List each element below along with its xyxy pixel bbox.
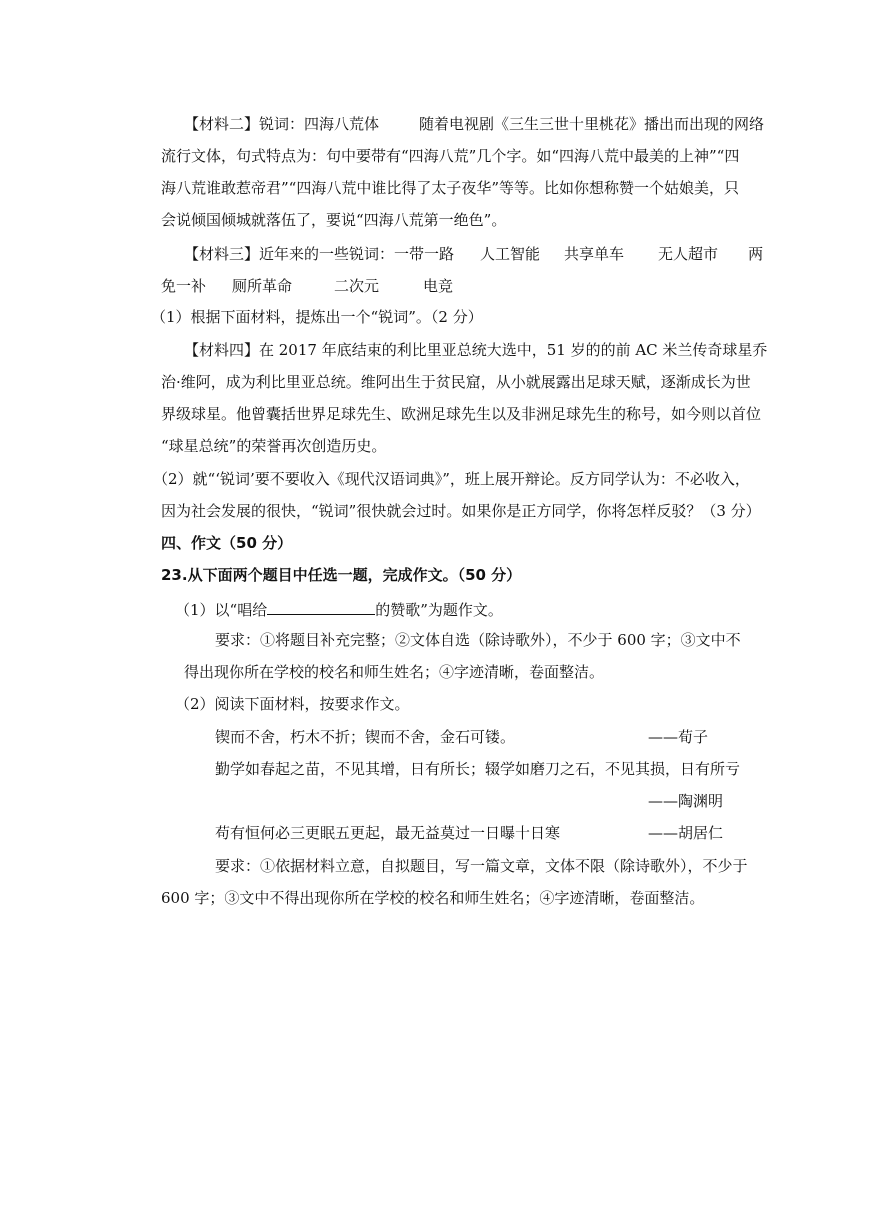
material-three-line-2 — [161, 276, 453, 298]
material-four-line-3: 界级球星。他曾囊括世界足球先生、欧洲足球先生以及非洲足球先生的称号，如今则以首位 — [161, 405, 762, 423]
quote-xunzi: 锲而不舍，朽木不折；锲而不舍，金石可镂。 — [215, 728, 516, 746]
essay-option-2-requirement-2: 600 字；③文中不得出现你所在学校的校名和师生姓名；④字迹清晰，卷面整洁。 — [161, 889, 705, 907]
essay-option-1-requirement-1: 要求：①将题目补充完整；②文体自选（除诗歌外），不少于 600 字；③文中不 — [215, 631, 741, 649]
quote-hu-juren-attribution: ——胡居仁 — [648, 824, 724, 842]
essay-option-2-title: （2）阅读下面材料，按要求作文。 — [175, 695, 410, 713]
material-four-line-1: 【材料四】在 2017 年底结束的利比里亚总统大选中，51 岁的的前 AC 米兰传奇球星乔 — [184, 341, 768, 359]
material-two-line-4: 会说倾国倾城就落伍了，要说“四海八荒第一绝色”。 — [161, 211, 507, 229]
essay-option-1-suffix: 的赞歌”为题作文。 — [375, 601, 503, 619]
material-two-text-1: 随着电视剧《三生三世十里桃花》播出而出现的网络 — [419, 115, 765, 133]
section-four-heading: 四、作文（50 分） — [161, 534, 293, 552]
essay-option-1-prefix: （1）以“唱给 — [175, 601, 268, 619]
keyword-esports: 电竞 — [423, 277, 454, 295]
question-2-line-1: （2）就“‘锐词’要不要收入《现代汉语词典》”，班上展开辩论。反方同学认为：不必收入， — [153, 470, 750, 488]
essay-option-1-title — [175, 598, 503, 620]
material-four-line-2: 治·维阿，成为利比里亚总统。维阿出生于贫民窟，从小就展露出足球天赋，逐渐成长为世 — [161, 373, 751, 391]
keyword-unmanned-store: 无人超市 — [658, 245, 719, 263]
essay-option-1-requirement-2: 得出现你所在学校的校名和师生姓名；④字迹清晰，卷面整洁。 — [184, 663, 605, 681]
keyword-ai: 人工智能 — [480, 245, 541, 263]
material-two-line-3: 海八荒谁敢惹帝君”“四海八荒中谁比得了太子夜华”等等。比如你想称赞一个姑娘美，只 — [161, 179, 740, 197]
keyword-acg: 二次元 — [334, 277, 380, 295]
material-three-heading: 【材料三】近年来的一些锐词：一带一路 — [184, 245, 455, 263]
material-two-line-1 — [184, 114, 764, 136]
quote-tao-yuanming: 勤学如春起之苗，不见其增，日有所长；辍学如磨刀之石，不见其损，日有所亏 — [215, 760, 741, 778]
material-four-line-4: “球星总统”的荣誉再次创造历史。 — [161, 437, 387, 455]
question-23-heading: 23.从下面两个题目中任选一题，完成作文。（50 分） — [161, 566, 522, 584]
keyword-two-exemptions-start: 两 — [748, 245, 764, 263]
essay-option-2-requirement-1: 要求：①依据材料立意，自拟题目，写一篇文章，文体不限（除诗歌外），不少于 — [215, 857, 748, 875]
keyword-toilet-revolution: 厕所革命 — [232, 277, 293, 295]
material-two-heading: 【材料二】锐词：四海八荒体 — [184, 115, 380, 133]
question-1: （1）根据下面材料，提炼出一个“锐词”。（2 分） — [151, 308, 483, 326]
question-2-line-2: 因为社会发展的很快，“锐词”很快就会过时。如果你是正方同学，你将怎样反驳？（3 分） — [161, 502, 761, 520]
material-two-line-2: 流行文体，句式特点为：句中要带有“四海八荒”几个字。如“四海八荒中最美的上神”“四 — [161, 147, 740, 165]
quote-tao-yuanming-attribution: ——陶渊明 — [648, 792, 724, 810]
title-blank-line — [267, 598, 375, 615]
quote-xunzi-attribution: ——荀子 — [648, 728, 709, 746]
quote-hu-juren: 苟有恒何必三更眠五更起，最无益莫过一日曝十日寒 — [215, 824, 561, 842]
keyword-two-exemptions-end: 免一补 — [161, 277, 207, 295]
keyword-shared-bike: 共享单车 — [564, 245, 625, 263]
material-three-line-1 — [184, 244, 763, 266]
